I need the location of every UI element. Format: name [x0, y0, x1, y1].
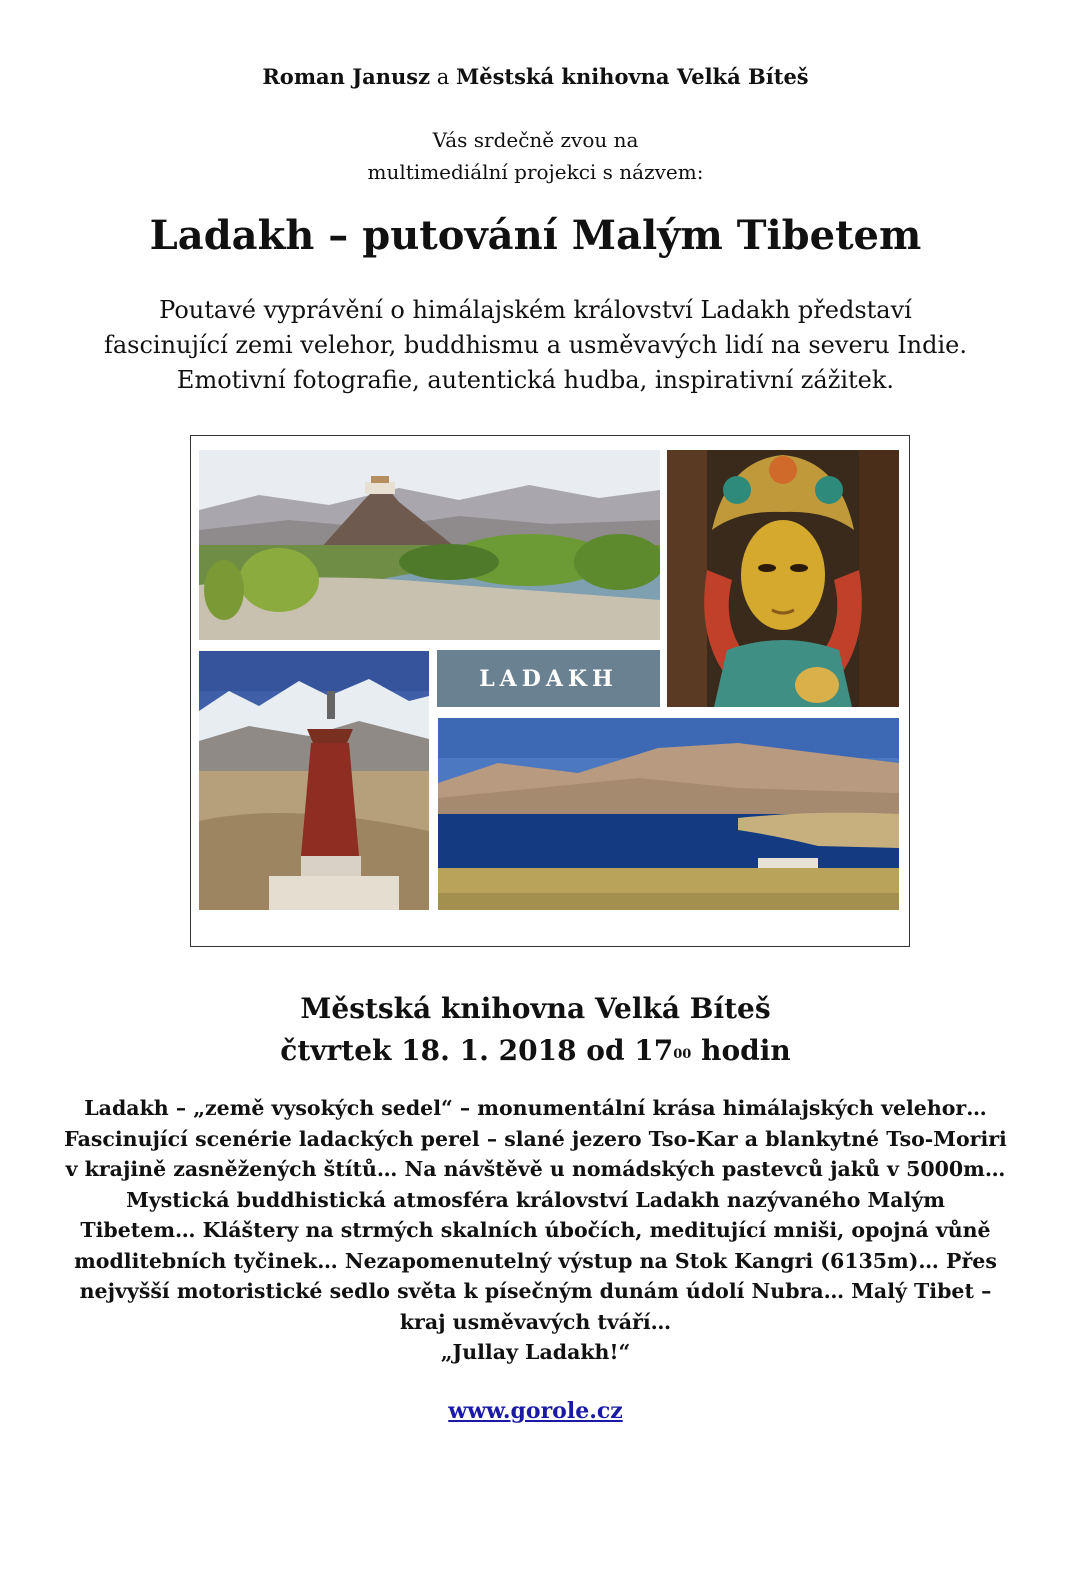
buddha-statue-photo: [667, 450, 899, 707]
lake-landscape-photo: [438, 718, 899, 910]
event-title: Ladakh – putování Malým Tibetem: [149, 212, 922, 259]
venue-place: Městská knihovna Velká Bíteš: [300, 992, 771, 1025]
intro-line-3: Emotivní fotografie, autentická hudba, inspirativní zážitek.: [176, 366, 895, 394]
event-description: [0, 1093, 1071, 1368]
invite-line-1: Vás srdečně zvou na: [432, 128, 639, 152]
description-line: nejvyšší motoristické sedlo světa k písečným dunám údolí Nubra… Malý Tibet –: [79, 1279, 992, 1303]
description-line: v krajině zasněžených štítů… Na návštěvě u nomádských pastevců jaků v 5000m…: [65, 1157, 1006, 1181]
invitation-text: [0, 124, 1071, 188]
description-line: Ladakh – „země vysokých sedel“ – monumentální krása himálajských velehor…: [84, 1096, 987, 1120]
organizers-line: [0, 64, 1071, 89]
intro-line-1: Poutavé vyprávění o himálajském království Ladakh představí: [159, 296, 912, 324]
description-line: Mystická buddhistická atmosféra království Ladakh nazývaného Malým: [126, 1187, 945, 1212]
library-name: Městská knihovna Velká Bíteš: [455, 64, 809, 89]
description-line: „Jullay Ladakh!“: [440, 1340, 631, 1364]
description-line: kraj usměvavých tváří…: [399, 1309, 672, 1334]
intro-paragraph: [0, 293, 1071, 398]
description-line: Fascinující scenérie ladackých perel – slané jezero Tso-Kar a blankytné Tso-Moriri: [64, 1126, 1007, 1151]
photo-collage: [190, 435, 910, 947]
description-line: Tibetem… Kláštery na strmých skalních úbočích, meditující mniši, opojná vůně: [80, 1218, 991, 1242]
ladakh-label: LADAKH: [437, 650, 660, 707]
intro-line-2: fascinující zemi velehor, buddhismu a usměvavých lidí na severu Indie.: [103, 331, 968, 359]
invite-line-2: multimediální projekci s názvem:: [367, 160, 704, 184]
monastery-landscape-photo: [199, 450, 660, 640]
organizer-name: Roman Janusz: [262, 64, 431, 89]
venue-time-superscript: 00: [673, 1047, 692, 1062]
venue-block: [0, 988, 1071, 1072]
website-link[interactable]: www.gorole.cz: [448, 1398, 623, 1424]
website-block: [0, 1398, 1071, 1424]
conjunction: a: [436, 65, 450, 89]
description-line: modlitebních tyčinek… Nezapomenutelný výstup na Stok Kangri (6135m)… Přes: [74, 1248, 997, 1273]
venue-datetime: [0, 1030, 1071, 1072]
venue-date: čtvrtek 18. 1. 2018 od 17: [280, 1034, 674, 1067]
venue-hours-word: hodin: [701, 1034, 791, 1067]
stupa-mountains-photo: [199, 651, 429, 910]
